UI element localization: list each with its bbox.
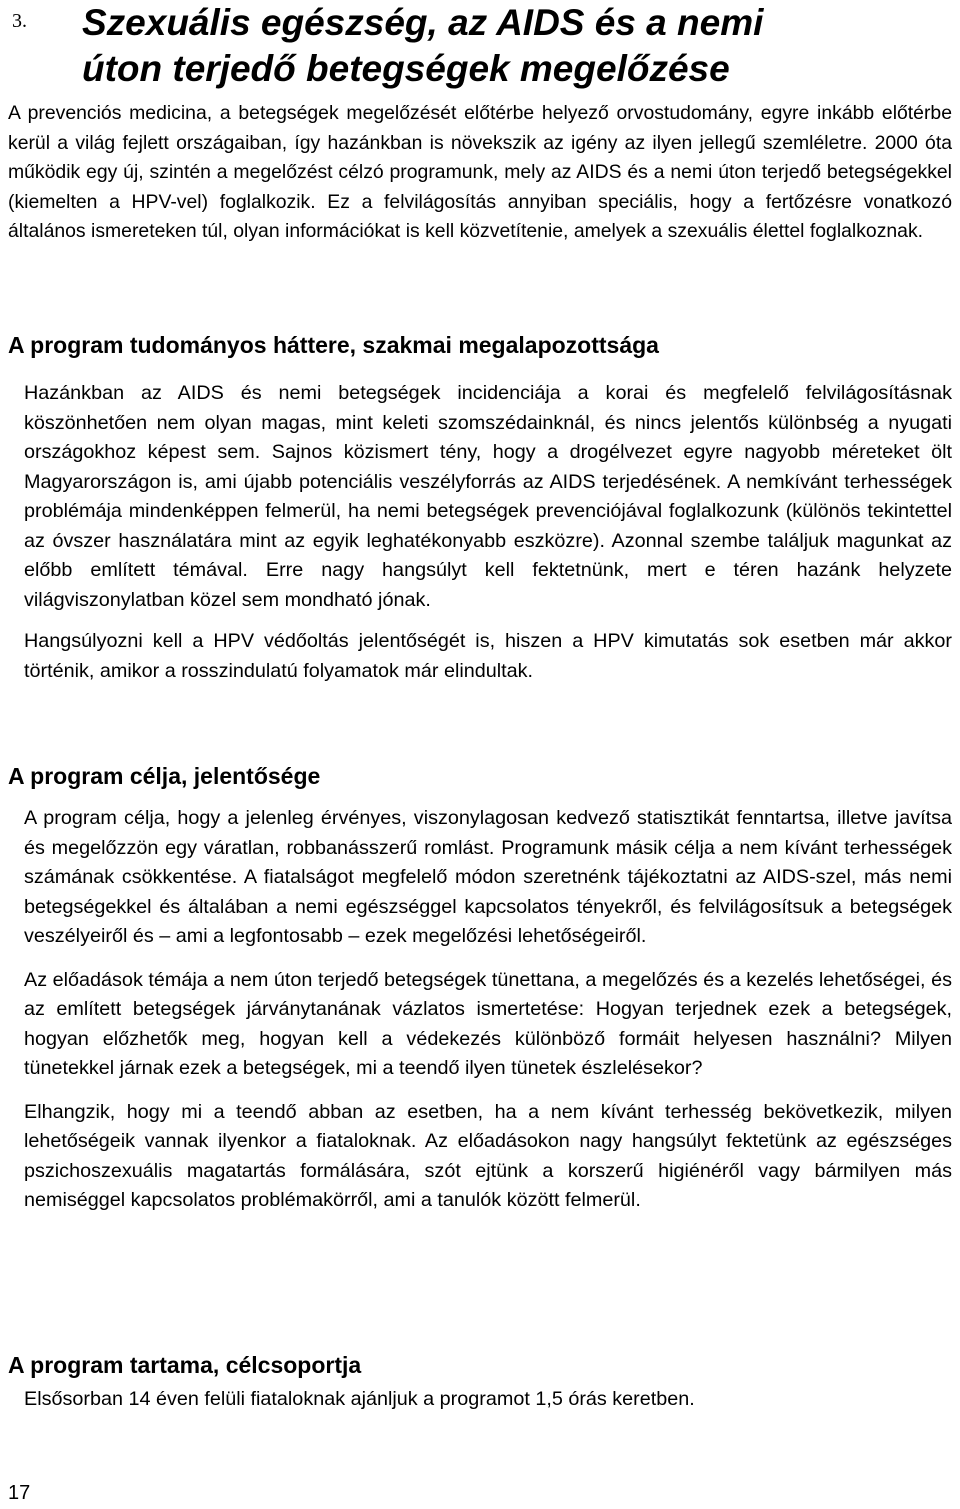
section-goal (8, 761, 952, 1216)
section-background (8, 330, 952, 686)
background-paragraph-2: Hangsúlyozni kell a HPV védőoltás jelentőségét is, hiszen a HPV kimutatás sok esetben már akkor történik, amikor a rosszindulatú folyamatok már elindultak. (24, 630, 952, 682)
section-duration (8, 1350, 952, 1415)
title-line-2: úton terjedő betegségek megelőzése (82, 48, 730, 89)
section-heading-goal: A program célja, jelentősége (8, 763, 321, 789)
goal-paragraph-2: Az előadások témája a nem úton terjedő betegségek tünettana, a megelőzés és a kezelés lehetőségei, és az említett betegségek járványtanának vázlatos ismertetése: Hogyan terjednek ezek a betegségek, hogyan előzhetők meg, hogyan kell a védekezés különböző formáit helyesen használni? Milyen tünetekkel járnak ezek a betegségek, mi a teendő ilyen tünetek észlelésekor? (24, 968, 952, 1079)
goal-paragraph-3: Elhangzik, hogy mi a teendő abban az esetben, ha a nem kívánt terhesség bekövetkezik, milyen lehetőségeik vannak ilyenkor a fiataloknak. Az előadásokon nagy hangsúlyt fektetünk az egészséges pszichoszexuális magatartás formálására, szót ejtünk a korszerű higiénéről vagy bármilyen más nemiséggel kapcsolatos problémakörről, ami a tanulók között felmerül. (24, 1100, 952, 1211)
section-heading-duration: A program tartama, célcsoportja (8, 1352, 362, 1378)
page-title (12, 0, 952, 92)
title-line-1: Szexuális egészség, az AIDS és a nemi (82, 2, 764, 43)
section-number: 3. (12, 10, 27, 32)
background-paragraph-1: Hazánkban az AIDS és nemi betegségek incidenciája a korai és megfelelő felvilágosításnak köszönhetően nem olyan magas, mint keleti szomszédainknál, és nincs jelentős különbség a nyugati országokhoz képest sem. Sajnos közismert tény, hogy a drogélvezet egyre nagyobb méreteket ölt Magyarországon is, ami újabb potenciális veszélyforrás az AIDS terjedésének. A nemkívánt terhességek problémája mindenképpen felmerül, ha nemi betegségek prevenciójával foglalkozunk (különös tekintettel az óvszer használatára mint az egyik leghatékonyabb eszközre). Azonnal szembe találjuk magunkat az előbb említett témával. Erre nagy hangsúlyt kell fektetnünk, mert e téren hazánk helyzete világviszonylatban közel sem mondható jónak. (24, 382, 952, 611)
intro-paragraph: A prevenciós medicina, a betegségek megelőzését előtérbe helyező orvostudomány, egyre inkább előtérbe kerül a világ fejlett országaiban, így hazánkban is növekszik az igény az ilyen jellegű szemléletre. 2000 óta működik egy új, szintén a megelőzést célzó programunk, mely az AIDS és a nemi úton terjedő betegségekkel (kiemelten a HPV-vel) foglalkozik. Ez a felvilágosítás annyiban speciális, hogy a fertőzésre vonatkozó általános ismereteken túl, olyan információkat is kell közvetítenie, amelyek a szexuális élettel foglalkoznak. (8, 102, 952, 242)
section-heading-background: A program tudományos háttere, szakmai megalapozottsága (8, 332, 659, 358)
title-block (12, 0, 952, 92)
page-number: 17 (8, 1482, 31, 1504)
duration-paragraph: Elsősorban 14 éven felüli fiataloknak ajánljuk a programot 1,5 órás keretben. (24, 1388, 695, 1410)
goal-paragraph-1: A program célja, hogy a jelenleg érvényes, viszonylagosan kedvező statisztikát fenntartsa, illetve javítsa és megelőzzön egy váratlan, robbanásszerű romlást. Programunk másik célja a nem kívánt terhességek számának csökkentése. A fiatalságot megfelelő módon szeretnénk tájékoztatni az AIDS-szel, más nemi betegségekkel és általában a nemi egészséggel kapcsolatos tényekről, és felvilágosítsuk a betegségek veszélyeiről és – ami a legfontosabb – ezek megelőzési lehetőségeiről. (24, 807, 952, 947)
